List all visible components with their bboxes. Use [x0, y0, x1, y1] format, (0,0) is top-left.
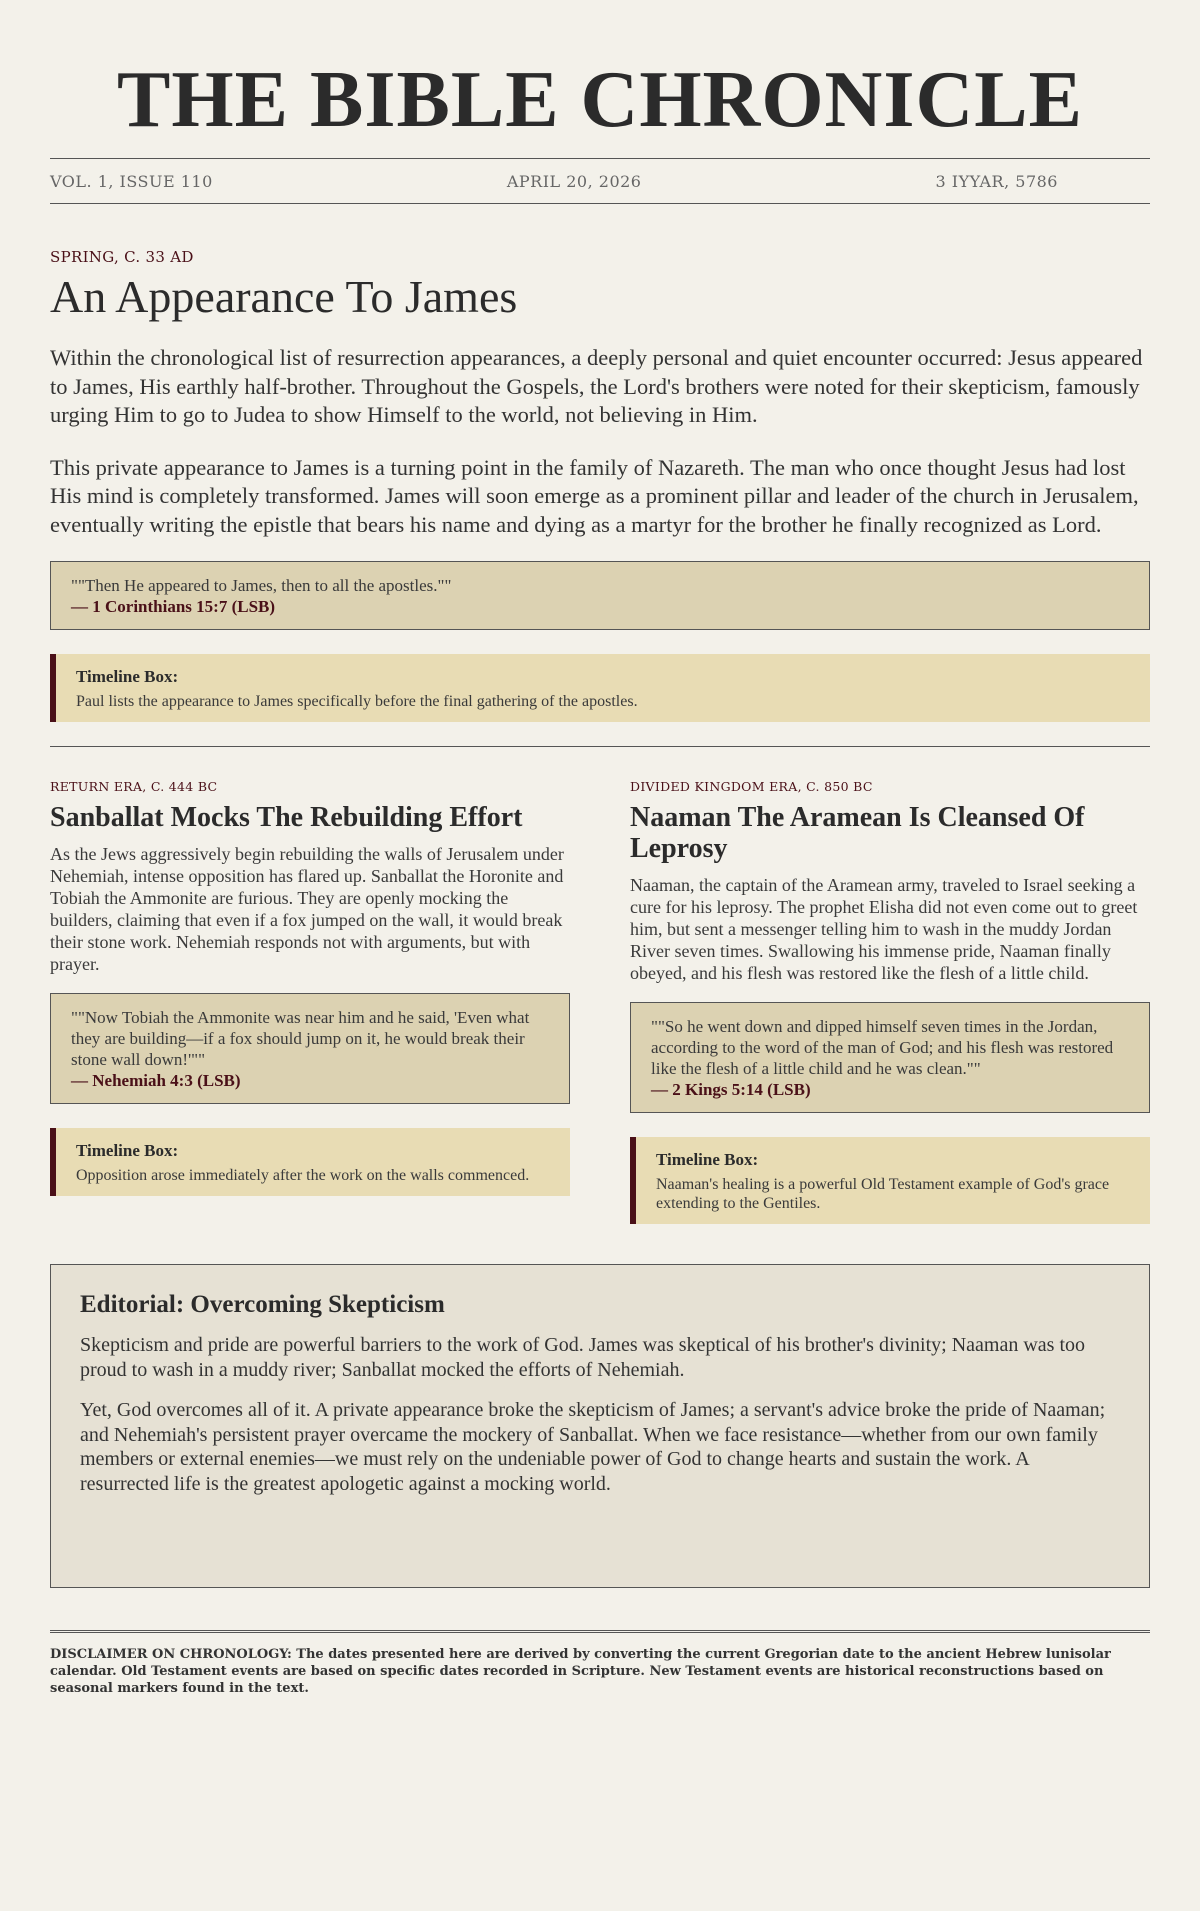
editorial-paragraph: Yet, God overcomes all of it. A private appearance broke the skepticism of James; a servant's advice broke the pride of Naaman; and Nehemiah's persistent prayer overcame the mockery of Sanballat. When we face resistance—whether from our own family members or external enemies—we must rely on the undeniable power of God to change hearts and sustain the work. A resurrected life is the greatest apologetic against a mocking world.	[80, 1399, 1106, 1495]
lead-scripture-quote	[50, 561, 1150, 630]
lead-headline: An Appearance To James	[50, 271, 518, 322]
article-scripture-quote	[630, 1002, 1150, 1113]
editorial-paragraph: Skepticism and pride are powerful barriers to the work of God. James was skeptical of his brother's divinity; Naaman was too proud to wash in a muddy river; Sanballat mocked the efforts of Nehemiah.	[80, 1334, 1086, 1381]
issue-volume: VOL. 1, ISSUE 110	[50, 171, 213, 191]
issue-date: APRIL 20, 2026	[506, 171, 642, 191]
chronology-disclaimer: DISCLAIMER ON CHRONOLOGY: The dates presented here are derived by converting the current Gregorian date to the ancient Hebrew lunisolar calendar. Old Testament events are based on specific dates recorded in Scripture. New Testament events are historical reconstructions based on seasonal markers found in the text.	[50, 1647, 1111, 1696]
timeline-title: Timeline Box:	[656, 1150, 759, 1169]
newspaper-page	[50, 0, 1150, 1697]
article-body: As the Jews aggressively begin rebuilding the walls of Jerusalem under Nehemiah, intense opposition has flared up. Sanballat the Horonite and Tobiah the Ammonite are furious. They are openly mocking the builders, claiming that even if a fox jumped on the wall, it would break their stone work. Nehemiah responds not with arguments, but with prayer.	[50, 844, 564, 974]
article-scripture-quote	[50, 993, 570, 1104]
secondary-articles	[50, 779, 1150, 1224]
timeline-title: Timeline Box:	[76, 1141, 179, 1160]
lead-era: SPRING, C. 33 AD	[50, 248, 194, 266]
article-era: RETURN ERA, C. 444 BC	[50, 779, 218, 794]
editorial-title: Editorial: Overcoming Skepticism	[80, 1291, 445, 1318]
article-timeline-box	[630, 1137, 1150, 1224]
quote-text: ""Then He appeared to James, then to all the apostles.""	[71, 576, 452, 595]
timeline-title: Timeline Box:	[76, 667, 179, 686]
lead-timeline-box	[50, 654, 1150, 722]
quote-reference: — Nehemiah 4:3 (LSB)	[71, 1071, 241, 1090]
article-body: Naaman, the captain of the Aramean army, traveled to Israel seeking a cure for his leprosy. The prophet Elisha did not even come out to greet him, but sent a messenger telling him to wash in the muddy Jordan River seven times. Swallowing his immense pride, Naaman finally obeyed, and his flesh was restored like the flesh of a little child.	[630, 875, 1138, 983]
lead-article	[50, 248, 1150, 722]
article-sanballat	[50, 779, 570, 1224]
article-naaman	[630, 779, 1150, 1224]
timeline-text: Paul lists the appearance to James specifically before the final gathering of the apostles.	[76, 693, 638, 710]
timeline-text: Naaman's healing is a powerful Old Testament example of God's grace extending to the Gentiles.	[656, 1176, 1110, 1212]
lead-paragraph: This private appearance to James is a turning point in the family of Nazareth. The man who once thought Jesus had lost His mind is completely transformed. James will soon emerge as a prominent pillar and leader of the church in Jerusalem, eventually writing the epistle that bears his name and dying as a martyr for the brother he finally recognized as Lord.	[50, 454, 1139, 537]
masthead	[50, 0, 1150, 204]
section-divider	[50, 746, 1150, 747]
editorial-box	[50, 1264, 1150, 1588]
quote-reference: — 1 Corinthians 15:7 (LSB)	[71, 597, 276, 616]
newspaper-title: THE BIBLE CHRONICLE	[117, 56, 1083, 144]
article-era: DIVIDED KINGDOM ERA, C. 850 BC	[630, 779, 873, 794]
lead-paragraph: Within the chronological list of resurrection appearances, a deeply personal and quiet encounter occurred: Jesus appeared to James, His earthly half-brother. Throughout the Gospels, the Lord's brothers were noted for their skepticism, famously urging Him to go to Judea to show Himself to the world, not believing in Him.	[50, 345, 1143, 427]
article-headline: Sanballat Mocks The Rebuilding Effort	[50, 802, 523, 833]
timeline-text: Opposition arose immediately after the work on the walls commenced.	[76, 1167, 530, 1184]
hebrew-date: 3 IYYAR, 5786	[935, 171, 1058, 191]
quote-text: ""Now Tobiah the Ammonite was near him and he said, 'Even what they are building—if a fox should jump on it, he would break their stone wall down!'""	[71, 1008, 530, 1069]
article-timeline-box	[50, 1128, 570, 1196]
footer	[50, 1630, 1150, 1697]
quote-text: ""So he went down and dipped himself seven times in the Jordan, according to the word of the man of God; and his flesh was restored like the flesh of a little child and he was clean.""	[651, 1017, 1114, 1078]
quote-reference: — 2 Kings 5:14 (LSB)	[651, 1080, 811, 1099]
dateline	[50, 158, 1150, 204]
article-headline: Naaman The Aramean Is Cleansed Of Leprosy	[630, 802, 1085, 864]
footer-double-rule	[50, 1630, 1150, 1636]
